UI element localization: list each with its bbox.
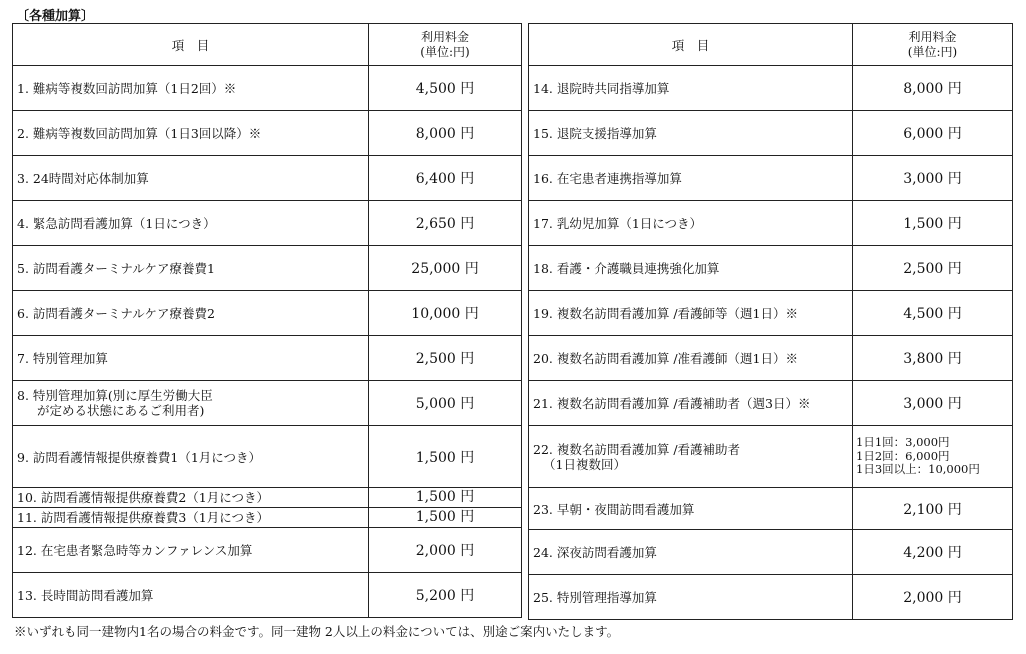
header-fee-unit: (単位:円) [907,44,958,59]
header-item: 項 目 [13,24,369,66]
item-name [529,426,853,488]
item-name: 13. 長時間訪問看護加算 [13,573,369,618]
item-name: 12. 在宅患者緊急時等カンファレンス加算 [13,528,369,573]
item-name: 5. 訪問看護ターミナルケア療養費1 [13,246,369,291]
item-price: 2,650 円 [369,201,522,246]
header-fee [369,24,522,66]
item-name-line1: 22. 複数名訪問看護加算 /看護補助者 [533,441,741,457]
table-row [13,381,522,426]
price-tier: 1日3回以上：10,000円 [856,462,980,477]
item-price: 4,200 円 [853,530,1013,575]
table-row [529,575,1013,620]
item-price: 1,500 円 [853,201,1013,246]
table-header-row [13,24,522,66]
price-tier: 1日1回：3,000円 [856,435,950,450]
header-item: 項 目 [529,24,853,66]
table-row [529,336,1013,381]
item-name: 6. 訪問看護ターミナルケア療養費2 [13,291,369,336]
item-price: 4,500 円 [853,291,1013,336]
table-row [13,291,522,336]
table-row [13,201,522,246]
item-price: 1,500 円 [369,426,522,488]
table-row [529,201,1013,246]
item-price: 2,100 円 [853,488,1013,530]
item-price: 3,800 円 [853,336,1013,381]
table-row [529,246,1013,291]
table-row [529,66,1013,111]
item-price: 2,500 円 [853,246,1013,291]
table-row [13,488,522,508]
table-row [529,381,1013,426]
header-fee-label: 利用料金 [420,29,469,44]
table-row [529,156,1013,201]
item-price: 2,500 円 [369,336,522,381]
footnote: ※いずれも同一建物内1名の場合の料金です。同一建物 2人以上の料金については、別途ご案内いたします。 [14,624,620,639]
table-row [13,336,522,381]
item-price: 2,000 円 [369,528,522,573]
item-name: 20. 複数名訪問看護加算 /准看護師（週1日）※ [529,336,853,381]
table-row [529,291,1013,336]
table-row [13,528,522,573]
table-row [13,156,522,201]
item-price: 6,400 円 [369,156,522,201]
item-price: 8,000 円 [369,111,522,156]
header-fee-unit: (単位:円) [420,44,470,59]
item-name: 3. 24時間対応体制加算 [13,156,369,201]
item-price: 25,000 円 [369,246,522,291]
item-name: 16. 在宅患者連携指導加算 [529,156,853,201]
item-price-tiers [853,426,1013,488]
table-row [13,573,522,618]
item-price: 1,500 円 [369,508,522,528]
table-row [13,66,522,111]
price-tier: 1日2回：6,000円 [856,448,950,463]
item-name: 11. 訪問看護情報提供療養費3（1月につき） [13,508,369,528]
item-name: 19. 複数名訪問看護加算 /看護師等（週1日）※ [529,291,853,336]
fee-table-left [12,23,522,618]
section-title: 〔各種加算〕 [16,9,95,24]
item-name: 4. 緊急訪問看護加算（1日につき） [13,201,369,246]
fee-table-right [528,23,1013,620]
item-price: 1,500 円 [369,488,522,508]
table-row [13,426,522,488]
item-name: 14. 退院時共同指導加算 [529,66,853,111]
item-name-line2: （1日複数回） [543,456,626,472]
item-name: 25. 特別管理指導加算 [529,575,853,620]
item-price: 5,200 円 [369,573,522,618]
item-name: 10. 訪問看護情報提供療養費2（1月につき） [13,488,369,508]
header-fee-label: 利用料金 [908,29,957,44]
item-price: 4,500 円 [369,66,522,111]
item-name: 18. 看護・介護職員連携強化加算 [529,246,853,291]
item-name [13,381,369,426]
table-row [13,111,522,156]
item-price: 5,000 円 [369,381,522,426]
item-name-line2: が定める状態にあるご利用者) [37,403,205,418]
item-name: 24. 深夜訪問看護加算 [529,530,853,575]
item-name: 23. 早朝・夜間訪問看護加算 [529,488,853,530]
item-name: 2. 難病等複数回訪問加算（1日3回以降）※ [13,111,369,156]
item-price: 3,000 円 [853,156,1013,201]
item-name: 1. 難病等複数回訪問加算（1日2回）※ [13,66,369,111]
table-header-row [529,24,1013,66]
item-name: 17. 乳幼児加算（1日につき） [529,201,853,246]
item-name: 9. 訪問看護情報提供療養費1（1月につき） [13,426,369,488]
table-row [13,508,522,528]
item-price: 10,000 円 [369,291,522,336]
table-row [13,246,522,291]
table-row [529,530,1013,575]
item-name: 21. 複数名訪問看護加算 /看護補助者（週3日）※ [529,381,853,426]
header-fee [853,24,1013,66]
table-row [529,488,1013,530]
item-name-line1: 8. 特別管理加算(別に厚生労働大臣 [17,388,213,403]
table-row [529,111,1013,156]
item-name: 7. 特別管理加算 [13,336,369,381]
table-row [529,426,1013,488]
item-price: 6,000 円 [853,111,1013,156]
item-price: 3,000 円 [853,381,1013,426]
item-name: 15. 退院支援指導加算 [529,111,853,156]
item-price: 8,000 円 [853,66,1013,111]
item-price: 2,000 円 [853,575,1013,620]
